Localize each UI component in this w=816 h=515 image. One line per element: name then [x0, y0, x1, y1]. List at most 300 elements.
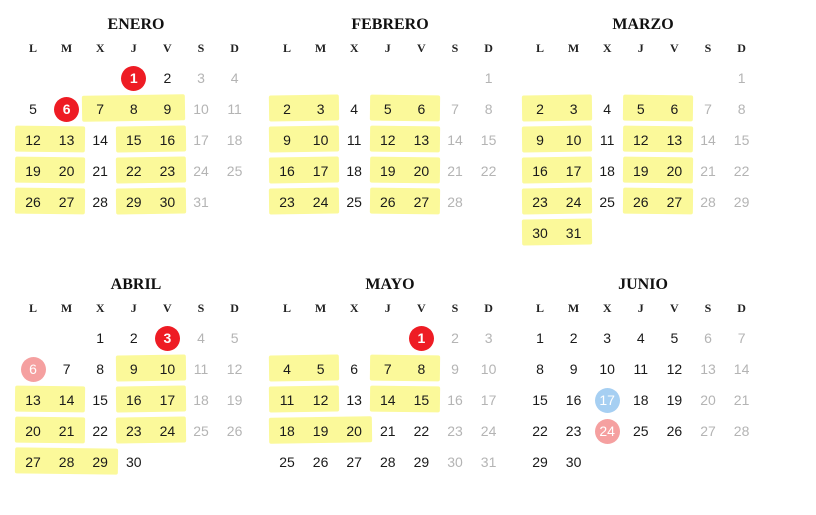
calendar-day[interactable]	[404, 96, 438, 122]
calendar-day[interactable]	[270, 96, 304, 122]
month-title: ABRIL	[110, 276, 162, 293]
day-number: 23	[159, 163, 176, 179]
calendar-day[interactable]	[150, 418, 184, 444]
weekday-label: M	[567, 301, 580, 315]
day-number: 9	[129, 361, 138, 377]
day-number: 3	[603, 330, 612, 346]
day-number: 3	[316, 101, 325, 117]
calendar-day[interactable]	[16, 418, 50, 444]
calendar-day[interactable]	[337, 387, 371, 413]
calendar-day[interactable]	[725, 127, 759, 153]
calendar-day[interactable]	[150, 325, 184, 351]
calendar-day[interactable]	[624, 158, 658, 184]
calendar-day[interactable]	[304, 418, 338, 444]
day-number: 15	[532, 392, 548, 408]
day-number: 29	[413, 454, 430, 470]
day-number: 26	[312, 454, 329, 470]
weekday-label: L	[282, 41, 291, 55]
calendar-day[interactable]	[523, 387, 557, 413]
calendar-day[interactable]	[337, 189, 371, 215]
calendar-day[interactable]	[557, 158, 591, 184]
day-number: 26	[666, 423, 683, 439]
day-number: 23	[279, 194, 295, 210]
weekday-label: S	[451, 301, 459, 315]
weekday-label: M	[60, 41, 73, 55]
weekday-label: J	[130, 301, 137, 315]
day-number: 8	[96, 361, 105, 377]
calendar-day[interactable]	[590, 418, 624, 444]
calendar-day[interactable]	[691, 127, 725, 153]
day-number: 31	[480, 454, 497, 470]
calendar-day[interactable]	[304, 356, 338, 382]
day-number: 8	[737, 101, 746, 117]
calendar-day[interactable]	[270, 387, 304, 413]
calendar-day[interactable]	[50, 189, 84, 215]
calendar-day[interactable]	[523, 158, 557, 184]
calendar-day[interactable]	[184, 189, 218, 215]
calendar-day[interactable]	[691, 387, 725, 413]
calendar-day[interactable]	[270, 418, 304, 444]
calendar-day[interactable]	[270, 449, 304, 475]
calendar-day[interactable]	[557, 96, 591, 122]
month-title: ENERO	[107, 16, 165, 33]
day-number: 6	[350, 361, 359, 377]
calendar-day[interactable]	[624, 418, 658, 444]
day-number: 13	[413, 132, 430, 148]
weekday-label: M	[314, 301, 327, 315]
day-number: 14	[733, 361, 750, 377]
calendar-day[interactable]	[117, 387, 151, 413]
day-number: 22	[480, 163, 497, 179]
day-number: 19	[666, 392, 683, 408]
day-number: 6	[62, 101, 71, 117]
calendar-day[interactable]	[624, 356, 658, 382]
calendar-day[interactable]	[337, 449, 371, 475]
day-number: 5	[670, 330, 679, 346]
calendar-day[interactable]	[691, 96, 725, 122]
calendar-day[interactable]	[218, 356, 252, 382]
day-number: 30	[126, 454, 142, 470]
calendar-day[interactable]	[371, 356, 405, 382]
day-number: 1	[484, 70, 493, 86]
calendar-day[interactable]	[657, 127, 691, 153]
calendar-day[interactable]	[371, 127, 405, 153]
calendar-day[interactable]	[50, 356, 84, 382]
calendar-day[interactable]	[523, 325, 557, 351]
day-number: 12	[633, 132, 649, 148]
calendar-day[interactable]	[83, 449, 117, 475]
calendar-day[interactable]	[218, 158, 252, 184]
day-number: 16	[126, 392, 142, 408]
calendar-day[interactable]	[337, 96, 371, 122]
calendar-day[interactable]	[557, 356, 591, 382]
calendar-day[interactable]	[691, 158, 725, 184]
calendar-day[interactable]	[438, 356, 472, 382]
weekday-label: L	[28, 41, 37, 55]
calendar-day[interactable]	[184, 356, 218, 382]
calendar-day[interactable]	[16, 189, 50, 215]
calendar-day[interactable]	[657, 158, 691, 184]
day-number: 27	[346, 454, 362, 470]
day-number: 9	[163, 101, 172, 117]
calendar-day[interactable]	[371, 387, 405, 413]
calendar-day[interactable]	[117, 356, 151, 382]
day-number: 17	[193, 132, 209, 148]
calendar-day[interactable]	[150, 65, 184, 91]
day-number: 14	[447, 132, 463, 148]
calendar-day[interactable]	[438, 158, 472, 184]
day-number: 15	[733, 132, 750, 148]
weekday-label: L	[28, 301, 37, 315]
calendar-day[interactable]	[438, 449, 472, 475]
calendar-day[interactable]	[16, 127, 50, 153]
day-number: 24	[193, 163, 209, 179]
calendar-day[interactable]	[304, 387, 338, 413]
calendar-day[interactable]	[438, 189, 472, 215]
calendar-day[interactable]	[725, 189, 759, 215]
calendar-day[interactable]	[117, 418, 151, 444]
weekday-label: J	[637, 41, 644, 55]
day-number: 13	[58, 132, 75, 148]
calendar-day[interactable]	[83, 96, 117, 122]
day-number: 7	[704, 101, 712, 117]
calendar-day[interactable]	[218, 387, 252, 413]
calendar-day[interactable]	[523, 220, 557, 246]
calendar-day[interactable]	[657, 356, 691, 382]
weekday-label: D	[230, 301, 239, 315]
calendar-day[interactable]	[50, 158, 84, 184]
calendar-day[interactable]	[523, 189, 557, 215]
calendar-day[interactable]	[523, 356, 557, 382]
calendar-day[interactable]	[624, 189, 658, 215]
day-number: 18	[633, 392, 649, 408]
calendar-day[interactable]	[523, 449, 557, 475]
calendar-day[interactable]	[404, 158, 438, 184]
calendar-day[interactable]	[337, 127, 371, 153]
calendar-day[interactable]	[50, 387, 84, 413]
calendar-day[interactable]	[557, 127, 591, 153]
calendar-day[interactable]	[438, 387, 472, 413]
day-number: 23	[447, 423, 463, 439]
calendar-day[interactable]	[472, 356, 506, 382]
day-number: 11	[633, 361, 649, 377]
day-number: 11	[193, 361, 209, 377]
calendar-day[interactable]	[404, 189, 438, 215]
calendar-day[interactable]	[371, 189, 405, 215]
calendar-day[interactable]	[83, 356, 117, 382]
calendar-day[interactable]	[304, 96, 338, 122]
day-number: 18	[279, 423, 295, 439]
calendar-day[interactable]	[50, 449, 84, 475]
calendar-day[interactable]	[184, 65, 218, 91]
calendar-day[interactable]	[371, 96, 405, 122]
calendar-day[interactable]	[16, 356, 50, 382]
calendar-day[interactable]	[472, 449, 506, 475]
day-number: 26	[25, 194, 41, 210]
day-number: 22	[92, 423, 108, 439]
calendar-day[interactable]	[337, 418, 371, 444]
calendar-day[interactable]	[16, 449, 50, 475]
calendar-day[interactable]	[557, 387, 591, 413]
calendar-day[interactable]	[404, 418, 438, 444]
weekday-label: D	[737, 301, 746, 315]
day-number: 20	[58, 163, 75, 179]
day-number: 29	[733, 194, 750, 210]
day-number: 18	[346, 163, 362, 179]
day-number: 2	[451, 330, 459, 346]
weekday-label: X	[95, 41, 105, 55]
calendar-day[interactable]	[404, 356, 438, 382]
day-number: 14	[380, 392, 396, 408]
calendar-day[interactable]	[404, 127, 438, 153]
calendar-day[interactable]	[218, 65, 252, 91]
calendar-day[interactable]	[150, 189, 184, 215]
weekday-label: M	[314, 41, 327, 55]
day-number: 15	[480, 132, 497, 148]
calendar-day[interactable]	[117, 65, 151, 91]
calendar-day[interactable]	[590, 356, 624, 382]
day-number: 21	[92, 163, 108, 179]
weekday-label: V	[670, 41, 679, 55]
calendar-day[interactable]	[657, 418, 691, 444]
calendar-day[interactable]	[725, 158, 759, 184]
weekday-label: X	[349, 301, 359, 315]
day-number: 1	[536, 330, 544, 346]
calendar-day[interactable]	[590, 189, 624, 215]
calendar-day[interactable]	[472, 96, 506, 122]
weekday-label: X	[602, 41, 612, 55]
calendar-day[interactable]	[218, 325, 252, 351]
day-number: 26	[226, 423, 243, 439]
calendar-day[interactable]	[117, 127, 151, 153]
calendar-day[interactable]	[472, 127, 506, 153]
day-number: 3	[484, 330, 493, 346]
calendar-day[interactable]	[725, 325, 759, 351]
calendar-day[interactable]	[590, 127, 624, 153]
calendar-day[interactable]	[83, 325, 117, 351]
calendar-day[interactable]	[83, 189, 117, 215]
calendar-day[interactable]	[184, 387, 218, 413]
day-number: 18	[599, 163, 615, 179]
day-number: 20	[25, 423, 41, 439]
calendar-day[interactable]	[725, 356, 759, 382]
weekday-label: D	[484, 41, 493, 55]
weekday-label: V	[670, 301, 679, 315]
calendar-day[interactable]	[404, 325, 438, 351]
calendar-day[interactable]	[523, 418, 557, 444]
calendar-day[interactable]	[218, 418, 252, 444]
calendar-day[interactable]	[624, 387, 658, 413]
calendar-day[interactable]	[270, 189, 304, 215]
calendar-day[interactable]	[691, 418, 725, 444]
calendar-day[interactable]	[725, 96, 759, 122]
calendar-day[interactable]	[472, 387, 506, 413]
weekday-label: J	[384, 41, 391, 55]
calendar-day[interactable]	[304, 158, 338, 184]
weekday-label: D	[484, 301, 493, 315]
calendar-day[interactable]	[404, 449, 438, 475]
calendar-day[interactable]	[472, 65, 506, 91]
calendar-day[interactable]	[150, 127, 184, 153]
day-number: 10	[599, 361, 615, 377]
day-number: 2	[129, 330, 138, 346]
day-number: 17	[565, 163, 582, 179]
calendar-day[interactable]	[523, 127, 557, 153]
day-number: 20	[413, 163, 430, 179]
calendar-day[interactable]	[150, 387, 184, 413]
calendar-day[interactable]	[624, 96, 658, 122]
calendar-day[interactable]	[304, 127, 338, 153]
day-number: 21	[700, 163, 716, 179]
calendar-day[interactable]	[150, 356, 184, 382]
day-number: 30	[447, 454, 463, 470]
calendar-day[interactable]	[691, 189, 725, 215]
day-number: 2	[569, 330, 578, 346]
calendar-day[interactable]	[472, 418, 506, 444]
calendar-day[interactable]	[557, 449, 591, 475]
calendar-day[interactable]	[117, 158, 151, 184]
day-number: 23	[126, 423, 142, 439]
calendar-day[interactable]	[438, 96, 472, 122]
day-number: 11	[279, 392, 295, 408]
calendar-day[interactable]	[557, 325, 591, 351]
calendar-day[interactable]	[184, 96, 218, 122]
calendar-day[interactable]	[725, 387, 759, 413]
calendar-day[interactable]	[16, 387, 50, 413]
calendar-day[interactable]	[16, 158, 50, 184]
calendar-day[interactable]	[557, 418, 591, 444]
calendar-day[interactable]	[590, 325, 624, 351]
calendar-day[interactable]	[590, 387, 624, 413]
calendar-day[interactable]	[472, 158, 506, 184]
month-title: JUNIO	[618, 276, 668, 293]
calendar-day[interactable]	[184, 325, 218, 351]
calendar-day[interactable]	[657, 96, 691, 122]
calendar-day[interactable]	[16, 96, 50, 122]
calendar-day[interactable]	[337, 158, 371, 184]
day-number: 28	[380, 454, 396, 470]
calendar-day[interactable]	[270, 158, 304, 184]
calendar-day[interactable]	[50, 418, 84, 444]
calendar-day[interactable]	[371, 418, 405, 444]
calendar-day[interactable]	[83, 387, 117, 413]
day-number: 1	[96, 330, 105, 346]
day-number: 8	[536, 361, 544, 377]
calendar-day[interactable]	[657, 189, 691, 215]
calendar-day[interactable]	[83, 127, 117, 153]
day-number: 11	[599, 132, 615, 148]
day-number: 9	[536, 132, 544, 148]
calendar-day[interactable]	[50, 96, 84, 122]
calendar-day[interactable]	[624, 325, 658, 351]
calendar-day[interactable]	[523, 96, 557, 122]
calendar-day[interactable]	[184, 418, 218, 444]
calendar-day[interactable]	[184, 158, 218, 184]
day-number: 7	[383, 361, 392, 377]
day-number: 3	[163, 330, 172, 346]
day-number: 15	[92, 392, 108, 408]
day-number: 10	[312, 132, 329, 148]
calendar-day[interactable]	[117, 325, 151, 351]
calendar-day[interactable]	[117, 96, 151, 122]
month-abril	[16, 275, 256, 515]
day-number: 23	[565, 423, 582, 439]
calendar-day[interactable]	[371, 158, 405, 184]
month-title: FEBRERO	[351, 16, 429, 33]
day-number: 29	[126, 194, 142, 210]
calendar-day[interactable]	[438, 127, 472, 153]
calendar-day[interactable]	[590, 158, 624, 184]
calendar-day[interactable]	[117, 189, 151, 215]
calendar-day[interactable]	[404, 387, 438, 413]
day-number: 3	[569, 101, 578, 117]
calendar-day[interactable]	[83, 158, 117, 184]
weekday-label: M	[60, 301, 73, 315]
day-number: 19	[312, 423, 329, 439]
calendar-day[interactable]	[218, 127, 252, 153]
day-number: 6	[29, 361, 37, 377]
calendar-day[interactable]	[50, 127, 84, 153]
day-number: 2	[536, 101, 544, 117]
day-number: 1	[129, 70, 138, 86]
calendar-day[interactable]	[472, 325, 506, 351]
calendar-day[interactable]	[438, 418, 472, 444]
weekday-label: V	[417, 41, 426, 55]
day-number: 13	[25, 392, 41, 408]
calendar-day[interactable]	[304, 449, 338, 475]
day-number: 10	[565, 132, 582, 148]
calendar-day[interactable]	[83, 418, 117, 444]
day-number: 28	[447, 194, 463, 210]
calendar-day[interactable]	[725, 418, 759, 444]
calendar-day[interactable]	[304, 189, 338, 215]
day-number: 10	[193, 101, 209, 117]
calendar-day[interactable]	[657, 325, 691, 351]
calendar-day[interactable]	[557, 189, 591, 215]
day-number: 27	[58, 194, 75, 210]
calendar-day[interactable]	[337, 356, 371, 382]
calendar-day[interactable]	[624, 127, 658, 153]
calendar-day[interactable]	[557, 220, 591, 246]
day-number: 17	[480, 392, 497, 408]
day-number: 11	[227, 101, 242, 117]
calendar-day[interactable]	[371, 449, 405, 475]
calendar-day[interactable]	[218, 96, 252, 122]
day-number: 18	[193, 392, 209, 408]
day-number: 20	[346, 423, 362, 439]
weekday-label: S	[451, 41, 459, 55]
calendar-day[interactable]	[150, 158, 184, 184]
day-number: 9	[451, 361, 459, 377]
calendar-day[interactable]	[725, 65, 759, 91]
day-number: 14	[58, 392, 75, 408]
calendar-day[interactable]	[590, 96, 624, 122]
day-number: 15	[126, 132, 142, 148]
day-number: 4	[350, 101, 359, 117]
calendar-day[interactable]	[117, 449, 151, 475]
calendar-day[interactable]	[270, 356, 304, 382]
calendar-day[interactable]	[438, 325, 472, 351]
month-junio	[523, 275, 763, 515]
calendar-day[interactable]	[270, 127, 304, 153]
calendar-day[interactable]	[691, 325, 725, 351]
calendar-day[interactable]	[657, 387, 691, 413]
calendar-day[interactable]	[150, 96, 184, 122]
day-number: 10	[159, 361, 176, 377]
calendar-day[interactable]	[691, 356, 725, 382]
calendar-day[interactable]	[184, 127, 218, 153]
day-number: 27	[413, 194, 430, 210]
